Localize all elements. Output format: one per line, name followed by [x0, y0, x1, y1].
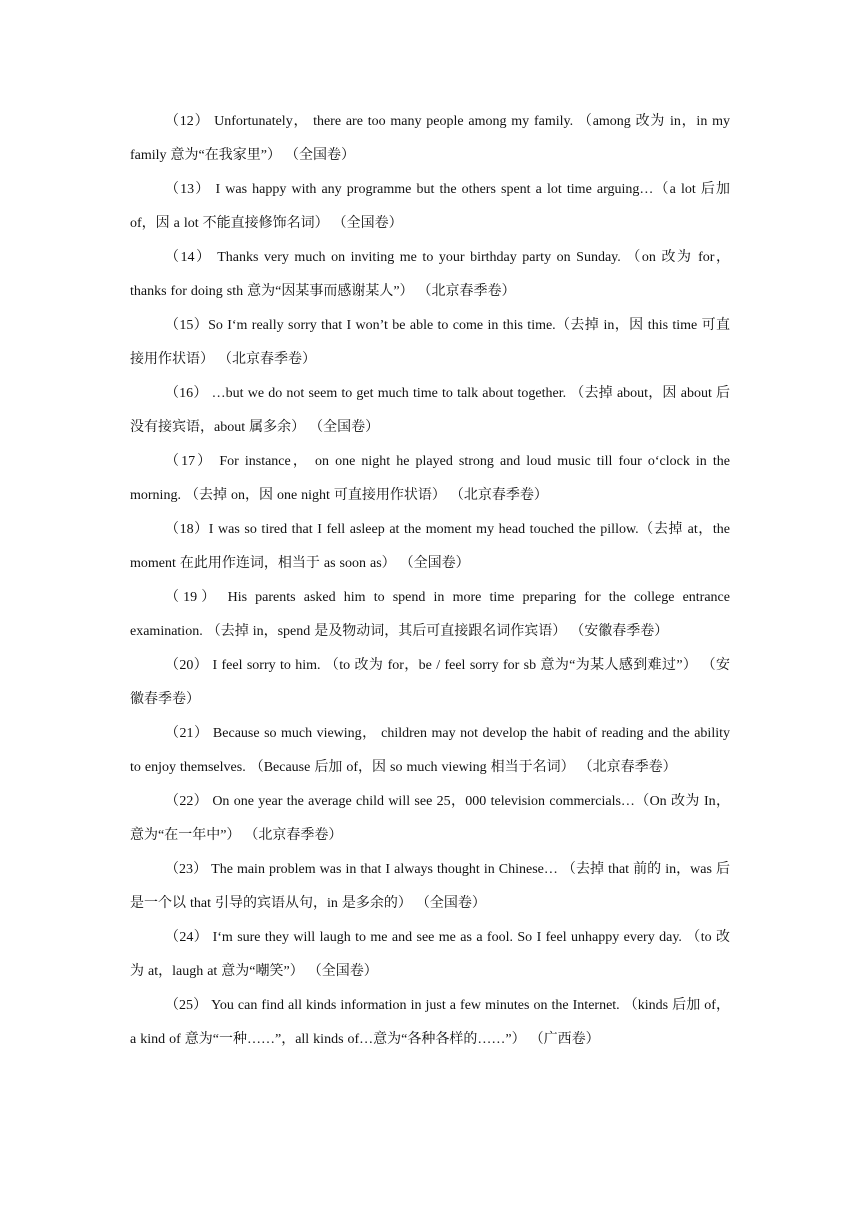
paragraph-item-23: （23） The main problem was in that I always thought in Chinese… （去掉 that 前的 in，was 后是一个以 that 引导的宾语从句，in 是多余的） （全国卷）: [130, 862, 730, 911]
paragraph-item-15: （15）So I‘m really sorry that I won’t be able to come in this time.（去掉 in，因 this time 可直接用作状语） （北京春季卷）: [130, 318, 730, 367]
paragraph-item-14: （14） Thanks very much on inviting me to your birthday party on Sunday. （on 改为 for，thanks for doing sth 意为“因某事而感谢某人”） （北京春季卷）: [130, 250, 730, 299]
paragraph-item-24: （24） I‘m sure they will laugh to me and see me as a fool. So I feel unhappy every day. （to 改为 at，laugh at 意为“嘲笑”） （全国卷）: [130, 930, 730, 979]
paragraph-item-17: （17） For instance， on one night he played strong and loud music till four o‘clock in the morning. （去掉 on，因 one night 可直接用作状语） （北京春季卷）: [130, 454, 730, 503]
paragraph-item-18: （18）I was so tired that I fell asleep at the moment my head touched the pillow.（去掉 at，the moment 在此用作连词，相当于 as soon as） （全国卷）: [130, 522, 730, 571]
paragraph-item-19: （19） His parents asked him to spend in more time preparing for the college entrance examination. （去掉 in，spend 是及物动词，其后可直接跟名词作宾语） （安徽春季卷）: [130, 590, 730, 639]
paragraph-item-22: （22） On one year the average child will see 25，000 television commercials…（On 改为 In，意为“在一年中”） （北京春季卷）: [130, 794, 730, 843]
paragraph-item-12: （12） Unfortunately， there are too many people among my family. （among 改为 in，in my family 意为“在我家里”） （全国卷）: [130, 114, 730, 163]
paragraph-item-25: （25） You can find all kinds information in just a few minutes on the Internet. （kinds 后加 of，a kind of 意为“一种……”，all kinds of…意为“各种各样的……”） （广西卷）: [130, 998, 730, 1047]
document-body: [130, 105, 730, 1057]
paragraph-item-21: （21） Because so much viewing， children may not develop the habit of reading and the ability to enjoy themselves. （Because 后加 of，因 so much viewing 相当于名词） （北京春季卷）: [130, 726, 730, 775]
paragraph-item-20: （20） I feel sorry to him. （to 改为 for，be / feel sorry for sb 意为“为某人感到难过”） （安徽春季卷）: [130, 658, 730, 707]
paragraph-item-13: （13） I was happy with any programme but the others spent a lot time arguing…（a lot 后加 of，因 a lot 不能直接修饰名词） （全国卷）: [130, 182, 730, 231]
paragraph-item-16: （16） …but we do not seem to get much time to talk about together. （去掉 about，因 about 后没有接宾语，about 属多余） （全国卷）: [130, 386, 730, 435]
